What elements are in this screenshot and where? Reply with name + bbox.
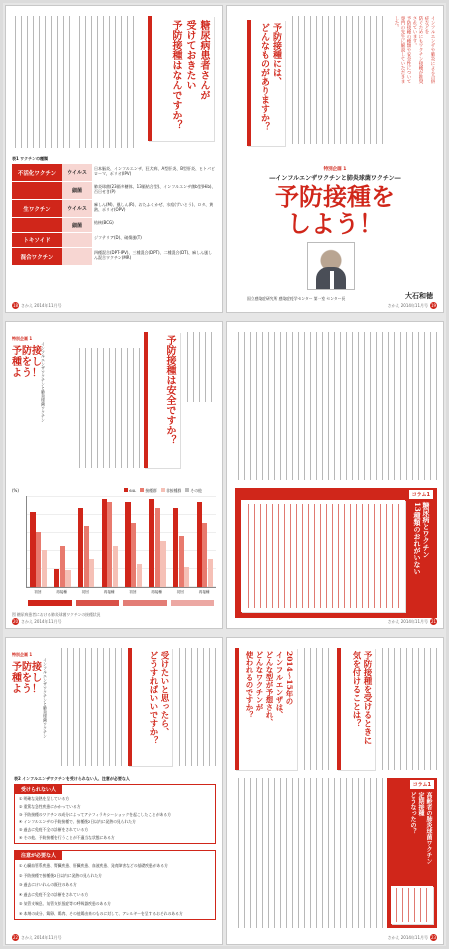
folio	[387, 934, 439, 941]
page-19	[226, 5, 444, 313]
side-subtitle: インフルエンザワクチンと肺炎球菌ワクチン	[41, 342, 46, 422]
bar-3-1	[42, 550, 47, 587]
question-line: 予防接種には、	[271, 23, 281, 86]
column-label: コラム1	[409, 490, 433, 499]
body-text-col-2	[76, 16, 136, 148]
side-label: 特別企画 1	[12, 652, 33, 657]
page-number: 20	[12, 619, 19, 624]
detail-cell: 四種混合(DPT-IPV)、三種混合(DPT)、二種混合(DT)、麻しん風しん混合ワクチン(MR)	[94, 250, 213, 260]
question-line: どんな型が予想され、	[265, 651, 274, 726]
bar-2-3	[84, 526, 89, 587]
type-cell: ウイルス	[62, 200, 92, 217]
bar-3-3	[89, 559, 94, 587]
bar-chart	[26, 496, 216, 588]
folio	[10, 934, 62, 941]
chart-x-axis	[26, 590, 216, 598]
column-box	[387, 778, 437, 928]
page-title	[168, 20, 210, 135]
box1-list	[19, 795, 211, 842]
title-line-2: 受けておきたい	[184, 20, 195, 90]
caution-box	[14, 850, 216, 920]
folio-text: さかえ 2014年11月号	[387, 303, 428, 308]
detail-cell: 肺炎球菌(23価多糖体、13価結合型)、インフルエンザ菌b型(Hib)、百日せき(P)	[94, 184, 216, 194]
x-tick-label: 再接種	[103, 590, 115, 594]
detail-cell: 麻しん(M)、風しん(R)、おたふくかぜ、水痘(ずいとう)、ロタ、黄熱、ポリオ(OPV)	[94, 202, 214, 212]
legend-item: 接種群	[140, 488, 157, 494]
chart-unit: (%)	[12, 488, 19, 493]
question-line: どうすればいいですか？	[148, 651, 158, 745]
question-callout	[144, 332, 180, 468]
vaccine-table	[12, 164, 218, 265]
body-text-col	[184, 332, 216, 402]
bar-1-4	[102, 499, 107, 587]
category-cell	[12, 218, 62, 232]
list-item: ③ 過去にけいれんの既往のある方	[19, 882, 77, 887]
bar-1-2	[54, 569, 59, 587]
body-text-col	[301, 648, 333, 770]
question-line: どんなものがありますか？	[259, 23, 269, 131]
question-callout	[128, 648, 172, 766]
column-title-line: 高齢者の肺炎球菌ワクチン	[425, 792, 432, 864]
x-tick-label: 再接種	[198, 590, 210, 594]
main-title-line-1: 予防接種を	[275, 183, 395, 211]
question-callout-a	[337, 648, 375, 770]
bar-3-2	[65, 570, 70, 587]
page-23	[226, 637, 444, 945]
list-item: ② 重篤な急性疾患にかかっている方	[19, 803, 81, 809]
category-cell: 混合ワクチン	[12, 248, 62, 265]
folio-text: さかえ 2014年11月号	[21, 303, 62, 308]
feature-main-title	[227, 184, 443, 238]
column-text	[393, 888, 431, 922]
reference-text	[235, 778, 385, 928]
question-line: 予防接種を受けるときに	[362, 651, 372, 745]
list-item: ⑥ その他、予防接種を行うことが不適当な状態にある方	[19, 834, 115, 840]
page-number: 19	[430, 303, 437, 308]
question-line: どんなワクチンが	[255, 651, 264, 711]
special-label: 特別企画 1	[323, 167, 347, 172]
table-title: 表2 インフルエンザワクチンを受けられない人、注意が必要な人	[14, 776, 130, 781]
category-cell: 生ワクチン	[12, 200, 62, 217]
body-text-block	[235, 332, 437, 480]
list-item: ⑤ 過去に免疫不全の診断をされている方	[19, 827, 89, 833]
page-number: 22	[12, 935, 19, 940]
question-title-b	[244, 651, 294, 765]
column-title-line: どうなったの？	[409, 792, 416, 834]
bar-3-7	[184, 567, 189, 587]
chart-legend	[124, 488, 202, 494]
column-title	[413, 502, 431, 598]
side-title: 予防接種をしよう！	[12, 662, 42, 695]
bar-2-4	[107, 502, 112, 587]
category-cell: トキソイド	[12, 233, 62, 247]
bar-2-7	[179, 536, 184, 587]
page-number: 23	[430, 935, 437, 940]
question-title: 予防接種は安全ですか？	[164, 335, 175, 445]
question-title	[147, 651, 169, 761]
intro-line: 予防接種の種類や安全性について	[406, 16, 411, 84]
bar-1-6	[149, 499, 154, 587]
folio-text: さかえ 2014年11月号	[387, 935, 428, 940]
category-cell	[12, 182, 62, 199]
question-title	[258, 23, 282, 141]
x-tick-label: 再接種	[151, 590, 163, 594]
title-callout	[148, 16, 214, 141]
column-inner-panel	[391, 886, 433, 924]
folio-text: さかえ 2014年11月号	[387, 619, 428, 624]
body-text-col	[289, 16, 387, 144]
type-cell: ウイルス	[62, 164, 92, 181]
contraindication-box	[14, 784, 216, 844]
list-item: ① 明確な発熱を呈している方	[19, 796, 70, 801]
body-text-col	[176, 648, 218, 766]
intro-line: 専門の先生に解説していただきました。	[394, 16, 405, 84]
bar-2-5	[131, 523, 136, 587]
list-item: ④ 過去に免疫不全の診断をされている方	[19, 891, 89, 897]
legend-item: その他	[185, 488, 202, 494]
folio	[10, 302, 62, 309]
folio	[387, 618, 439, 625]
bar-2-8	[202, 523, 207, 587]
page-number: 21	[430, 619, 437, 624]
side-feature-label	[12, 652, 52, 738]
x-tick-label: 初回	[34, 590, 42, 594]
x-tick-label: 再接種	[56, 590, 68, 594]
bar-2-2	[60, 546, 65, 587]
box2-list	[19, 861, 211, 918]
folio	[387, 302, 439, 309]
table-row	[12, 218, 218, 232]
column-text	[245, 504, 401, 608]
side-subtitle: インフルエンザワクチンと肺炎球菌ワクチン	[43, 658, 48, 738]
detail-cell: ジフテリア(D)、破傷風(T)	[94, 235, 142, 240]
question-line: 気を付けることは？	[351, 651, 361, 728]
bar-3-4	[113, 546, 118, 587]
question-line: 受けたいと思ったら、	[159, 651, 169, 736]
legend-item: 64L	[124, 488, 136, 494]
intro-line: インフルエンザや肺炎による合併症などを	[424, 16, 435, 84]
title-line-3: 予防接種はなんですか？	[170, 20, 181, 130]
table-caption: 表1 ワクチンの種類	[12, 156, 48, 161]
column-inner-panel	[241, 500, 405, 612]
page-21	[226, 321, 444, 629]
folio-text: さかえ 2014年11月号	[21, 619, 62, 624]
x-tick-label: 初回	[81, 590, 89, 594]
page-20	[5, 321, 223, 629]
bar-3-6	[160, 541, 165, 587]
page-22	[5, 637, 223, 945]
list-item: ④ インフルエンザの予防接種で、接種後2日以内に発熱の見られた方	[19, 819, 136, 825]
question-line: 2014～15年の	[285, 651, 294, 705]
page-number: 18	[12, 303, 19, 308]
feature-subtitle: ―インフルエンザワクチンと肺炎球菌ワクチン―	[269, 175, 401, 182]
type-cell	[62, 233, 92, 247]
body-text-col	[58, 648, 124, 766]
side-title: 予防接種をしよう！	[12, 346, 42, 379]
author-photo	[307, 242, 355, 290]
column-title-line: 定期接種	[417, 792, 424, 816]
page-18	[5, 5, 223, 313]
table-row	[12, 248, 218, 265]
detail-cell: 日本脳炎、インフルエンザ、狂犬病、A型肝炎、B型肝炎、ヒトパピローマ、ポリオ(IPV)	[94, 166, 215, 176]
question-line: 使われるのですか？	[245, 651, 254, 719]
bar-1-5	[125, 502, 130, 587]
column-title-line: 13種類のおれがいない	[413, 502, 422, 575]
bar-2-6	[155, 508, 160, 587]
type-cell	[62, 248, 92, 265]
x-tick-label: 初回	[176, 590, 184, 594]
question-callout	[247, 20, 285, 146]
intro-line: 防ぐためにもワクチン接種が推奨されています。	[412, 16, 423, 84]
legend-item: 非接種群	[161, 488, 181, 494]
intro-lead	[393, 16, 435, 84]
detail-cell: 結核(BCG)	[94, 220, 114, 225]
table-row	[12, 182, 218, 199]
title-line-1: 糖尿病患者さんが	[198, 20, 209, 100]
folio	[10, 618, 62, 625]
box2-title: 注意が必要な人	[15, 851, 62, 860]
table-row	[12, 200, 218, 217]
category-cell: 不活化ワクチン	[12, 164, 62, 181]
list-item: ② 予防接種で接種後2日以内に発熱の見られた方	[19, 872, 102, 878]
type-cell: 細菌	[62, 182, 92, 199]
column-title	[408, 792, 432, 882]
side-label: 特別企画 1	[12, 336, 33, 341]
author-affiliation: 国立感染症研究所 感染症疫学センター 第一室 センター長	[247, 296, 346, 301]
table-row	[12, 164, 218, 181]
chart-group-tags	[26, 600, 216, 606]
bar-1-7	[173, 508, 178, 587]
box1-title: 受けられない人	[15, 785, 62, 794]
x-tick-label: 初回	[129, 590, 137, 594]
bar-1-1	[30, 512, 35, 587]
bar-1-8	[197, 502, 202, 587]
author-name: 大石和徳	[405, 291, 433, 300]
body-text-col	[76, 348, 140, 468]
bar-2-1	[36, 532, 41, 587]
list-item: ⑤ 気管支喘息、気管支拡張症等の呼吸器疾患のある方	[19, 901, 111, 906]
column-title-line: 糖尿病とワクチン	[422, 502, 431, 558]
question-line: インフルエンザは、	[275, 651, 284, 719]
spread-sheet	[3, 3, 446, 946]
main-title-line-2: しよう！	[287, 210, 383, 238]
bar-1-3	[78, 508, 83, 587]
table-row	[12, 233, 218, 247]
list-item: ① 心臓血管系疾患、腎臓疾患、肝臓疾患、血液疾患、発育障害などの基礎疾患がある方	[19, 863, 168, 868]
list-item: ③ 予防接種のワクチンの成分によってアナフィラキシーショックを起こしたことがある方	[19, 811, 172, 817]
list-item: ⑥ 本剤の成分、鶏卵、鶏肉、その他鶏由来のものに対して、アレルギーを呈するおそれのある方	[19, 910, 183, 916]
side-feature-label	[12, 336, 50, 422]
question-callout-b	[235, 648, 297, 770]
body-text-col	[379, 648, 437, 770]
column-box	[235, 488, 437, 618]
bar-3-5	[137, 564, 142, 587]
question-title-a	[350, 651, 372, 765]
bar-3-8	[208, 559, 213, 587]
folio-text: さかえ 2014年11月号	[21, 935, 62, 940]
type-cell: 細菌	[62, 218, 92, 232]
column-label: コラム1	[410, 780, 434, 789]
body-text-col-1	[12, 16, 70, 148]
figure-caption: 図 糖尿病患者における肺炎球菌ワクチンの接種状況	[12, 612, 101, 617]
